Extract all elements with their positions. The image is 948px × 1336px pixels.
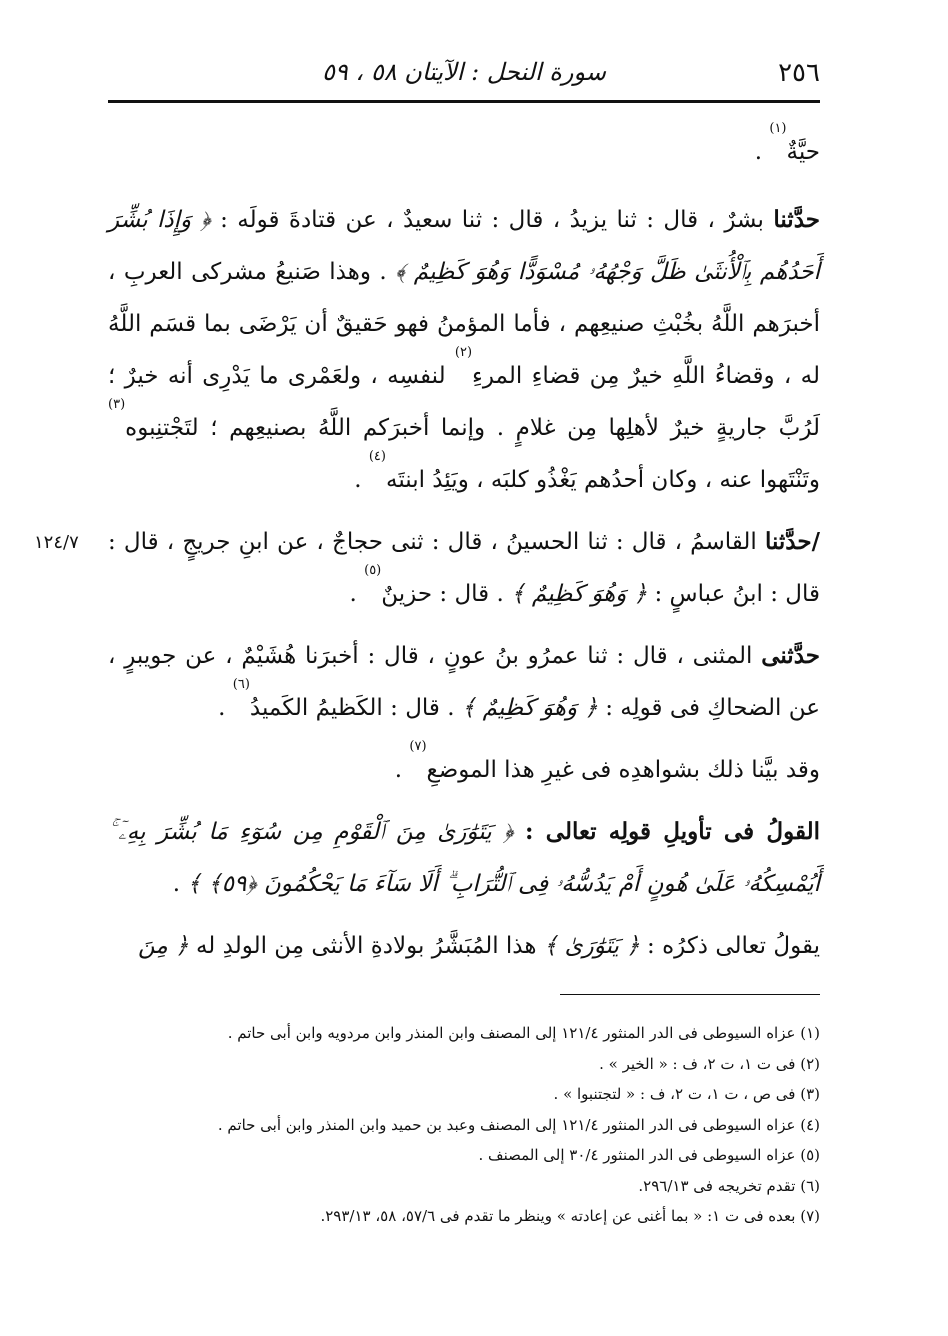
- footnote-rule: [560, 994, 820, 995]
- text: . قال : الكَظيمُ الكَميدُ: [249, 695, 462, 721]
- text: .: [218, 695, 233, 721]
- footnote-ref: (٦): [232, 677, 250, 692]
- text: لنفسِه ، ولعَمْرى ما يَدْرِى أنه خيرٌ ؛ لَرُبَّ جاريةٍ خيرٌ لأهلِها مِن غلامٍ . وإنما أخبرَكم اللَّهُ بصنيعِهم ؛ لتَجْتنِبوه: [108, 363, 820, 441]
- footnote-ref: (٧): [409, 739, 427, 754]
- text: وتَنْتَهوا عنه ، وكان أحدُهم يَغْذُو كلبَه ، ويَئِدُ ابنتَه: [385, 467, 820, 493]
- quran-quote: ﴿ وَإِذَا بُشِّرَ أَحَدُهُم بِٱلْأُنثَىٰ ظَلَّ وَجْهُهُۥ مُسْوَدًّا وَهُوَ كَظِيمٌ ﴾: [108, 207, 821, 285]
- running-title: سورة النحل : الآيتان ٥٨ ، ٥٩: [322, 58, 606, 86]
- paragraph-commentary: [108, 920, 820, 972]
- page-header: [108, 50, 820, 96]
- text: القاسمُ ، قال : ثنا الحسينُ ، قال : ثنى حجاجٌ ، عن ابنِ جريجٍ ، قال : قال : ابنُ عباسٍ :: [108, 529, 820, 607]
- text: .: [354, 467, 369, 493]
- paragraph-qatada: [108, 194, 820, 506]
- main-text: [108, 121, 821, 982]
- section-heading: القولُ فى تأويلِ قولِه تعالى :: [525, 818, 820, 845]
- footnote: (١) عزاه السيوطى فى الدر المنثور ١٢١/٤ إلى المصنف وابن المنذر وابن مردويه وابن أبى حاتم .: [227, 1024, 820, 1042]
- text: .: [349, 581, 365, 607]
- text: المثنى ، قال : ثنا عمرُو بنُ عونٍ ، قال : أخبرَنا هُشَيْمٌ ، عن جويبرٍ ، عن الضحاكِ فى قولِه :: [108, 643, 820, 721]
- isnad-lead: حدَّثنا: [773, 206, 820, 233]
- text: يقولُ تعالى ذكرُه :: [639, 933, 820, 959]
- footnotes: [108, 1018, 820, 1232]
- isnad-lead: حدَّثنى: [761, 642, 820, 669]
- text: بشرٌ ، قال : ثنا يزيدُ ، قال : ثنا سعيدٌ ، عن قتادةَ قولَه :: [210, 207, 774, 233]
- isnad-lead: /حدَّثنا: [764, 528, 820, 555]
- margin-page-reference: ١٢٤/٧: [34, 532, 79, 553]
- page-number: ٢٥٦: [778, 58, 820, 88]
- text: وقد بيَّنا ذلك بشواهدِه فى غيرِ هذا الموضعِ: [426, 757, 820, 783]
- footnote: (٣) فى ص ، ت ١، ت ٢، ف : « لتجتنبوا » .: [553, 1085, 820, 1103]
- header-rule: [108, 100, 820, 103]
- text: .: [172, 871, 188, 897]
- text: .: [754, 139, 770, 165]
- footnote-ref: (١): [769, 121, 787, 136]
- footnote-ref: (٣): [108, 397, 126, 412]
- footnote-ref: (٢): [454, 345, 473, 360]
- footnote: (٥) عزاه السيوطى فى الدر المنثور ٣٠/٤ إلى المصنف .: [478, 1146, 820, 1164]
- paragraph-tawil-heading: [108, 806, 820, 910]
- text: حيَّةٌ: [786, 139, 820, 165]
- quran-quote: ﴿ مِنَ: [138, 933, 189, 959]
- footnote-ref: (٤): [368, 449, 386, 464]
- paragraph-ibn-abbas: [108, 516, 820, 620]
- footnote: (٦) تقدم تخريجه فى ٢٩٦/١٣.: [638, 1176, 820, 1195]
- paragraph-dahhak: [108, 630, 820, 734]
- text: . قال : حزينٌ: [381, 581, 512, 607]
- footnote-ref: (٥): [364, 563, 382, 578]
- text: . وهذا صَنيعُ مشركى العربِ ، أخبرَهم اللَّهُ بخُبْثِ صنيعِهم ، فأما المؤمنُ فهو حَقيقٌ أن يَرْضَى بما قسَم اللَّهُ له ، وقضاءُ اللَّهِ خيرٌ مِن قضاءِ المرءِ: [108, 259, 820, 389]
- quran-quote: ﴿ وَهُوَ كَظِيمٌ ﴾: [511, 581, 648, 607]
- footnote: (٤) عزاه السيوطى فى الدر المنثور ١٢١/٤ إلى المصنف وعبد بن حميد وابن المنذر وابن أبى حاتم .: [217, 1115, 820, 1134]
- text: .: [394, 757, 410, 783]
- footnote: (٧) بعده فى ت ١: « بما أغنى عن إعادته » وينظر ما تقدم فى ٥٧/٦، ٥٨، ٢٩٣/١٣.: [320, 1207, 820, 1225]
- text: هذا المُبَشَّرُ بولادةِ الأنثى مِن الولدِ له: [188, 933, 544, 959]
- quran-verse: ﴿ يَتَوَٰرَىٰ مِنَ ٱلْقَوْمِ مِن سُوٓءِ مَا بُشِّرَ بِهِۦٓ ۚ أَيُمْسِكُهُۥ عَلَىٰ هُونٍ أَمْ يَدُسُّهُۥ فِى ٱلتُّرَابِ ۗ أَلَا سَآءَ مَا يَحْكُمُونَ ﴿٥٩﴾ ﴾: [108, 819, 820, 897]
- quran-quote: ﴿ وَهُوَ كَظِيمٌ ﴾: [461, 695, 598, 721]
- paragraph-note: [108, 739, 820, 796]
- quran-quote: ﴿ يَتَوَٰرَىٰ ﴾: [543, 933, 640, 959]
- footnote: (٢) فى ت ١، ت ٢، ف : « الخير » .: [599, 1054, 820, 1073]
- paragraph-continuation: [108, 121, 820, 178]
